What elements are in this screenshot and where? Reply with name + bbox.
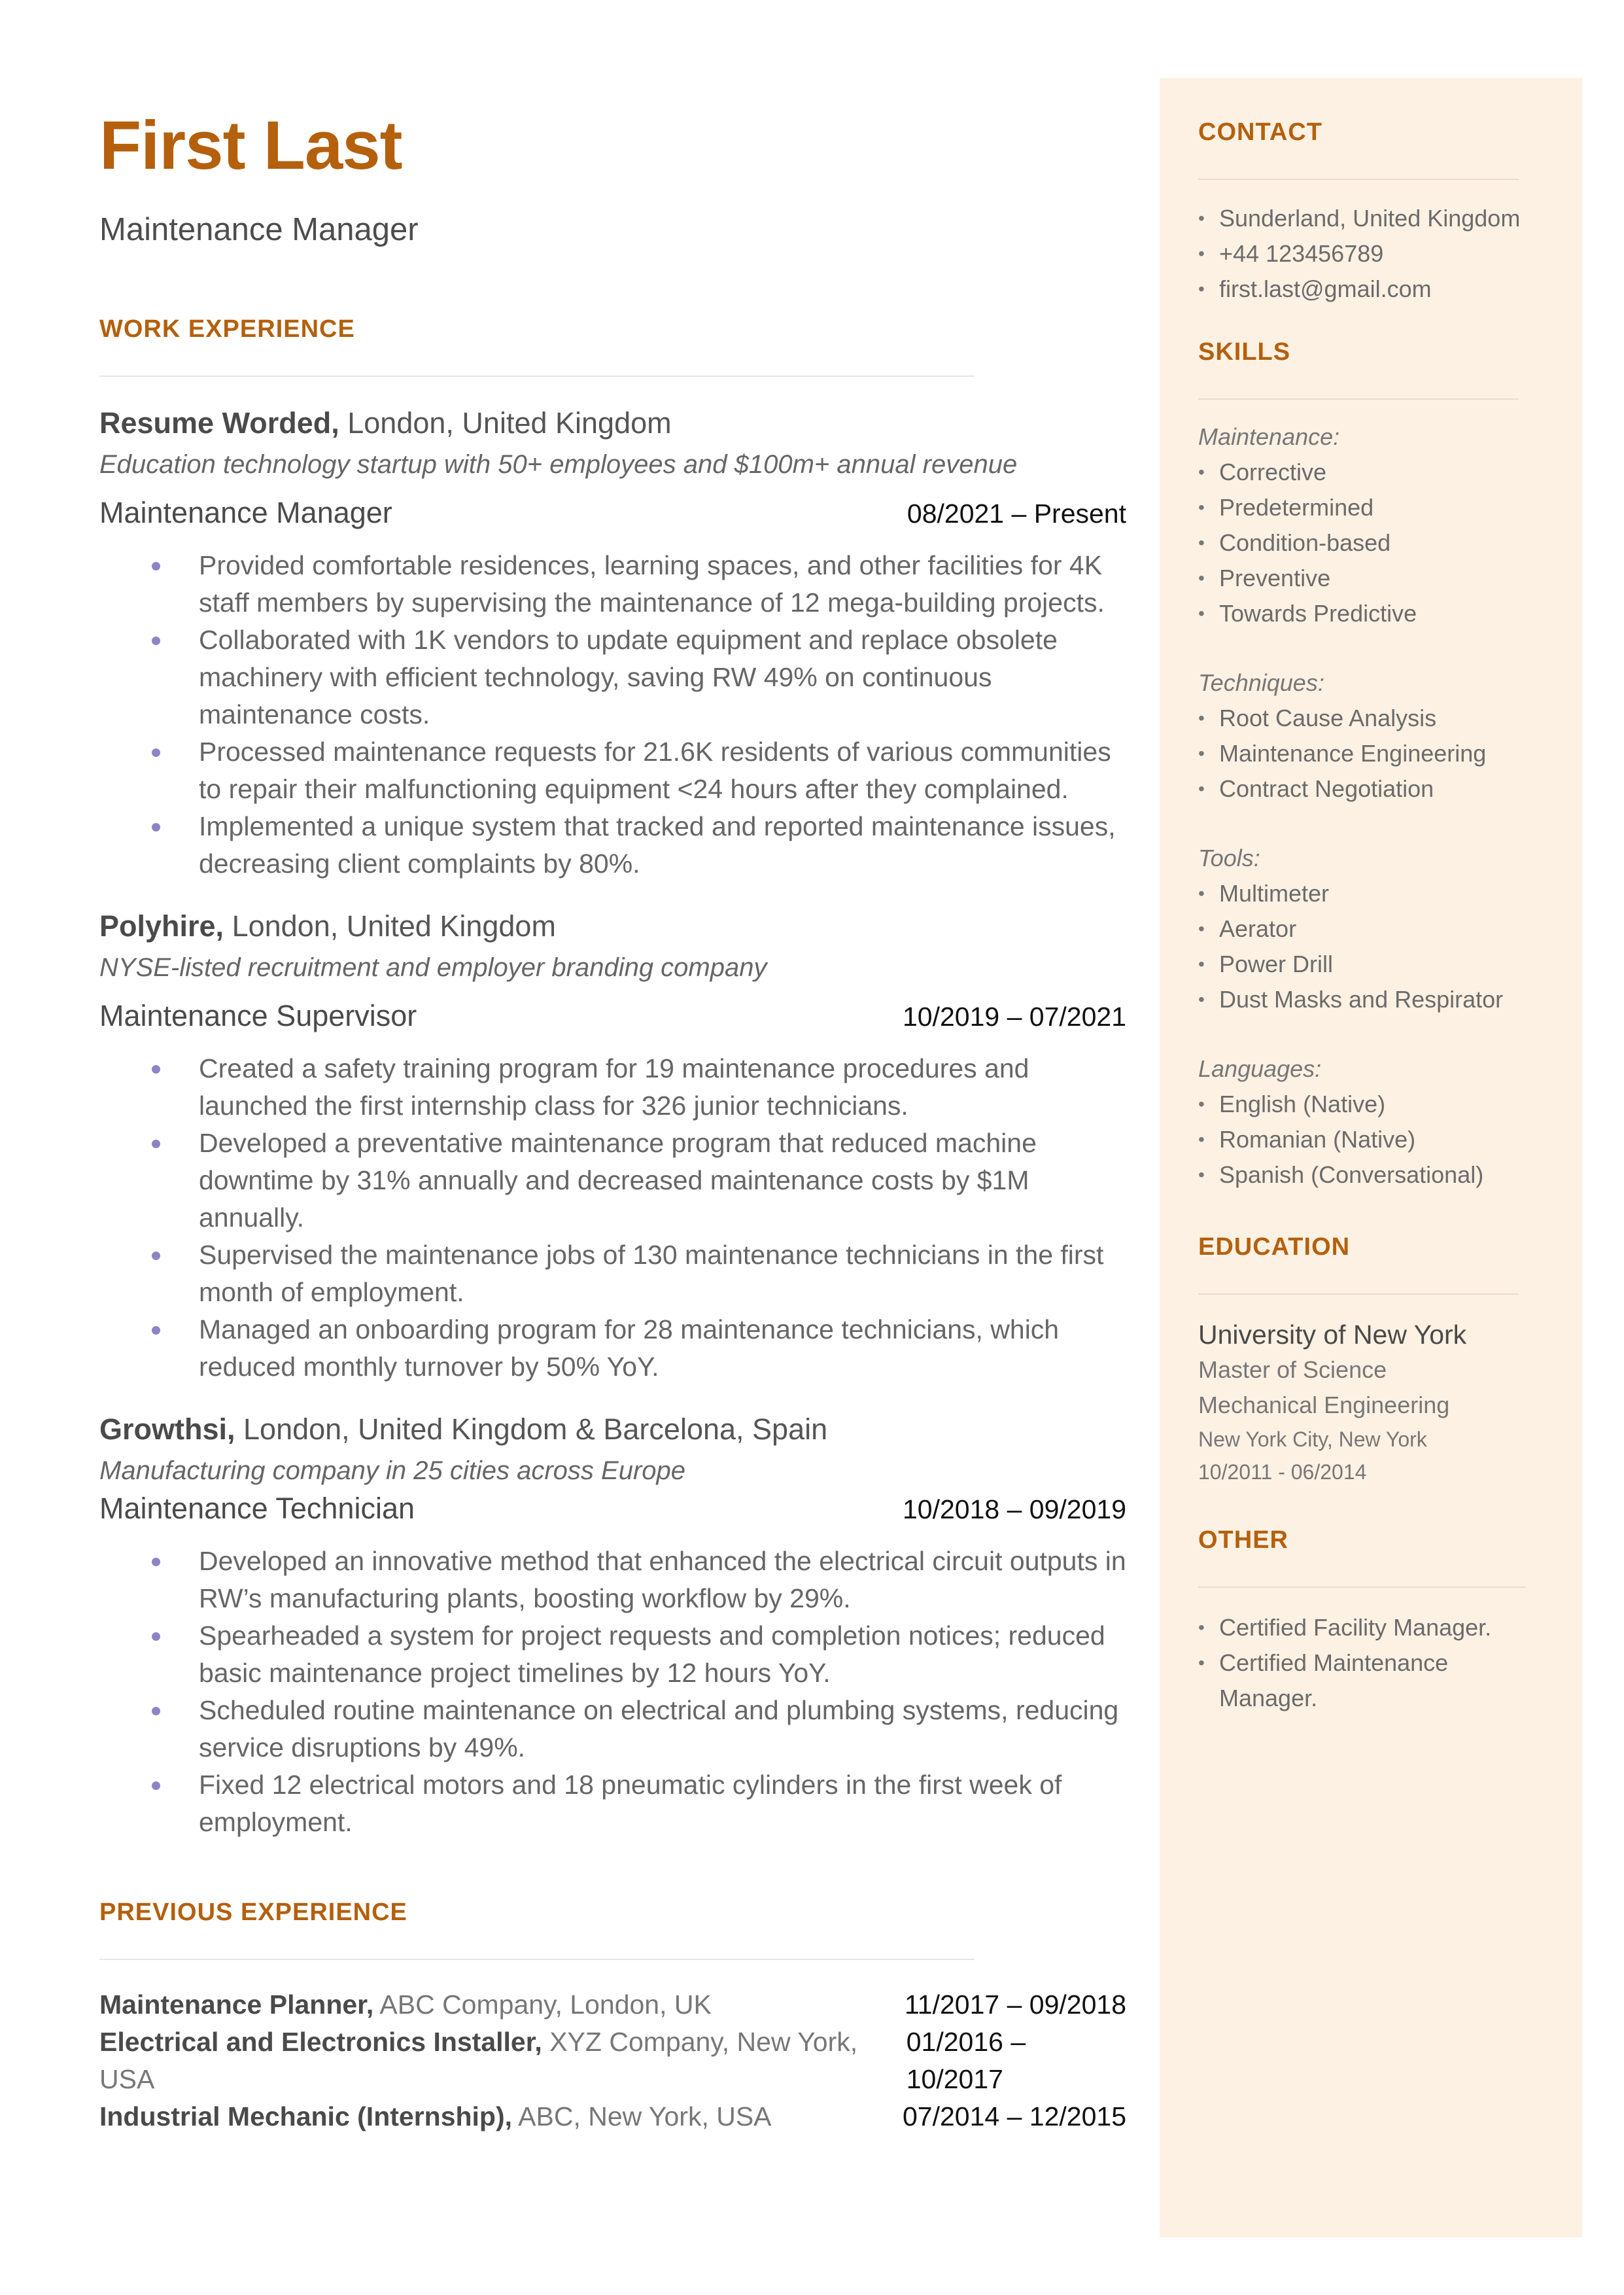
- previous-job-place: XYZ Company, New York, USA: [99, 2027, 858, 2094]
- previous-job-row: [99, 1986, 1126, 2023]
- skill-group: [1198, 1051, 1538, 1193]
- previous-job-title: Electrical and Electronics Installer,: [99, 2027, 542, 2057]
- candidate-role: Maintenance Manager: [99, 212, 419, 247]
- education-degree: Master of Science: [1198, 1356, 1387, 1383]
- skill-item: • Power Drill: [1198, 947, 1538, 982]
- bullet-item: Provided comfortable residences, learning spaces, and other facilities for 4K staff members by supervising the maintenance of 12 mega-building projects.: [99, 547, 1126, 622]
- job-dates: 10/2018 – 09/2019: [903, 1494, 1126, 1524]
- education-school: University of New York: [1198, 1320, 1467, 1350]
- education-location: New York City, New York: [1198, 1428, 1427, 1451]
- skill-item: • Corrective: [1198, 455, 1538, 490]
- company-name: Polyhire,: [99, 909, 224, 943]
- education-field: Mechanical Engineering: [1198, 1392, 1450, 1418]
- company-location: London, United Kingdom & Barcelona, Spain: [235, 1412, 828, 1446]
- company-line: [99, 909, 1126, 944]
- bullet-item: Implemented a unique system that tracked and reported maintenance issues, decreasing client complaints by 80%.: [99, 808, 1126, 883]
- skill-item: • Maintenance Engineering: [1198, 736, 1538, 771]
- contact-email[interactable]: • first.last@gmail.com: [1198, 272, 1538, 307]
- previous-job-place: ABC Company, London, UK: [373, 1989, 712, 2020]
- contact-location: • Sunderland, United Kingdom: [1198, 201, 1538, 236]
- skill-category: Tools:: [1198, 845, 1260, 871]
- other-list: [1198, 1610, 1538, 1716]
- previous-job-dates: 07/2014 – 12/2015: [903, 2101, 1126, 2131]
- bullet-item: Developed a preventative maintenance program that reduced machine downtime by 31% annually and decreased maintenance costs by $1M annually.: [99, 1125, 1126, 1236]
- previous-job-title: Maintenance Planner,: [99, 1989, 374, 2020]
- job-title: Maintenance Technician: [99, 1492, 415, 1525]
- sidebar-divider: [1198, 179, 1519, 180]
- sidebar-divider: [1198, 398, 1519, 400]
- other-item: • Certified Facility Manager.: [1198, 1610, 1538, 1645]
- job-bullets: [99, 1543, 1126, 1841]
- job-dates: 08/2021 – Present: [907, 499, 1126, 529]
- skill-list: [1198, 455, 1538, 631]
- work-experience-heading: WORK EXPERIENCE: [99, 315, 355, 343]
- skill-item: • Multimeter: [1198, 876, 1538, 911]
- bullet-item: Processed maintenance requests for 21.6K residents of various communities to repair their malfunctioning equipment <24 hours after they complained.: [99, 733, 1126, 808]
- company-description: NYSE-listed recruitment and employer branding company: [99, 953, 767, 982]
- skill-group: [1198, 841, 1538, 1017]
- education-dates: 10/2011 - 06/2014: [1198, 1460, 1367, 1484]
- skills-heading: SKILLS: [1198, 338, 1291, 366]
- sidebar-content: [1198, 78, 1538, 1716]
- previous-job-title: Industrial Mechanic (Internship),: [99, 2101, 513, 2131]
- company-line: [99, 1412, 1126, 1447]
- previous-job-row: [99, 2023, 1126, 2098]
- previous-job-row: [99, 2098, 1126, 2135]
- skill-item: • Dust Masks and Respirator: [1198, 982, 1538, 1017]
- job-title: Maintenance Supervisor: [99, 999, 417, 1032]
- skill-list: [1198, 1087, 1538, 1193]
- job-title-row: [99, 496, 1126, 530]
- sidebar: [1160, 78, 1582, 2237]
- job-bullets: [99, 547, 1126, 883]
- bullet-item: Scheduled routine maintenance on electrical and plumbing systems, reducing service disruptions by 49%.: [99, 1692, 1126, 1766]
- bullet-item: Managed an onboarding program for 28 maintenance technicians, which reduced monthly turnover by 50% YoY.: [99, 1311, 1126, 1386]
- contact-list: [1198, 201, 1538, 307]
- previous-experience-heading: PREVIOUS EXPERIENCE: [99, 1899, 407, 1926]
- sidebar-divider: [1198, 1293, 1519, 1295]
- skill-list: [1198, 876, 1538, 1017]
- skill-group: [1198, 419, 1538, 631]
- company-line: [99, 406, 1126, 441]
- skill-item: • Predetermined: [1198, 490, 1538, 525]
- main-column: [99, 107, 1126, 2135]
- skill-item: • Towards Predictive: [1198, 596, 1538, 631]
- skill-item: • Aerator: [1198, 911, 1538, 947]
- previous-experience-list: [99, 1986, 1126, 2135]
- job-bullets: [99, 1050, 1126, 1386]
- contact-heading: CONTACT: [1198, 118, 1322, 146]
- skill-group: [1198, 665, 1538, 807]
- job-title: Maintenance Manager: [99, 496, 392, 529]
- bullet-item: Developed an innovative method that enhanced the electrical circuit outputs in RW’s manufacturing plants, boosting workflow by 29%.: [99, 1543, 1126, 1617]
- job-entry: [99, 406, 1126, 883]
- other-heading: OTHER: [1198, 1526, 1288, 1554]
- skill-category: Maintenance:: [1198, 423, 1340, 450]
- skill-item: • Preventive: [1198, 561, 1538, 596]
- skill-item: • English (Native): [1198, 1087, 1538, 1122]
- skill-item: • Root Cause Analysis: [1198, 701, 1538, 736]
- skill-category: Techniques:: [1198, 669, 1324, 696]
- bullet-item: Fixed 12 electrical motors and 18 pneumatic cylinders in the first week of employment.: [99, 1766, 1126, 1841]
- education-heading: EDUCATION: [1198, 1233, 1351, 1261]
- bullet-item: Created a safety training program for 19 maintenance procedures and launched the first internship class for 326 junior technicians.: [99, 1050, 1126, 1125]
- skill-category: Languages:: [1198, 1055, 1322, 1082]
- contact-phone: • +44 123456789: [1198, 236, 1538, 272]
- skill-item: • Romanian (Native): [1198, 1122, 1538, 1157]
- company-location: London, United Kingdom: [224, 909, 556, 943]
- job-title-row: [99, 999, 1126, 1033]
- previous-job-dates: 01/2016 – 10/2017: [906, 2027, 1026, 2094]
- company-description: Education technology startup with 50+ employees and $100m+ annual revenue: [99, 450, 1018, 479]
- previous-job-dates: 11/2017 – 09/2018: [905, 1989, 1126, 2020]
- candidate-name: First Last: [99, 107, 402, 184]
- section-divider: [99, 376, 975, 377]
- job-entry: [99, 1412, 1126, 1841]
- other-item: • Certified Maintenance Manager.: [1198, 1645, 1494, 1716]
- bullet-item: Supervised the maintenance jobs of 130 maintenance technicians in the first month of employment.: [99, 1236, 1126, 1311]
- skill-list: [1198, 701, 1538, 807]
- skill-item: • Condition-based: [1198, 525, 1538, 561]
- job-title-row: [99, 1492, 1126, 1526]
- company-description: Manufacturing company in 25 cities across Europe: [99, 1456, 686, 1485]
- skill-item: • Contract Negotiation: [1198, 771, 1538, 807]
- company-name: Resume Worded,: [99, 406, 339, 440]
- bullet-item: Spearheaded a system for project requests and completion notices; reduced basic maintenance project timelines by 12 hours YoY.: [99, 1617, 1126, 1692]
- bullet-item: Collaborated with 1K vendors to update equipment and replace obsolete machinery with efficient technology, saving RW 49% on continuous maintenance costs.: [99, 622, 1126, 733]
- education-entry: [1198, 1317, 1538, 1488]
- sidebar-divider: [1198, 1586, 1525, 1588]
- job-dates: 10/2019 – 07/2021: [903, 1002, 1126, 1032]
- section-divider: [99, 1959, 975, 1960]
- skill-item: • Spanish (Conversational): [1198, 1157, 1538, 1193]
- previous-job-place: ABC, New York, USA: [512, 2101, 772, 2131]
- job-entry: [99, 909, 1126, 1386]
- company-location: London, United Kingdom: [339, 406, 672, 440]
- company-name: Growthsi,: [99, 1412, 235, 1446]
